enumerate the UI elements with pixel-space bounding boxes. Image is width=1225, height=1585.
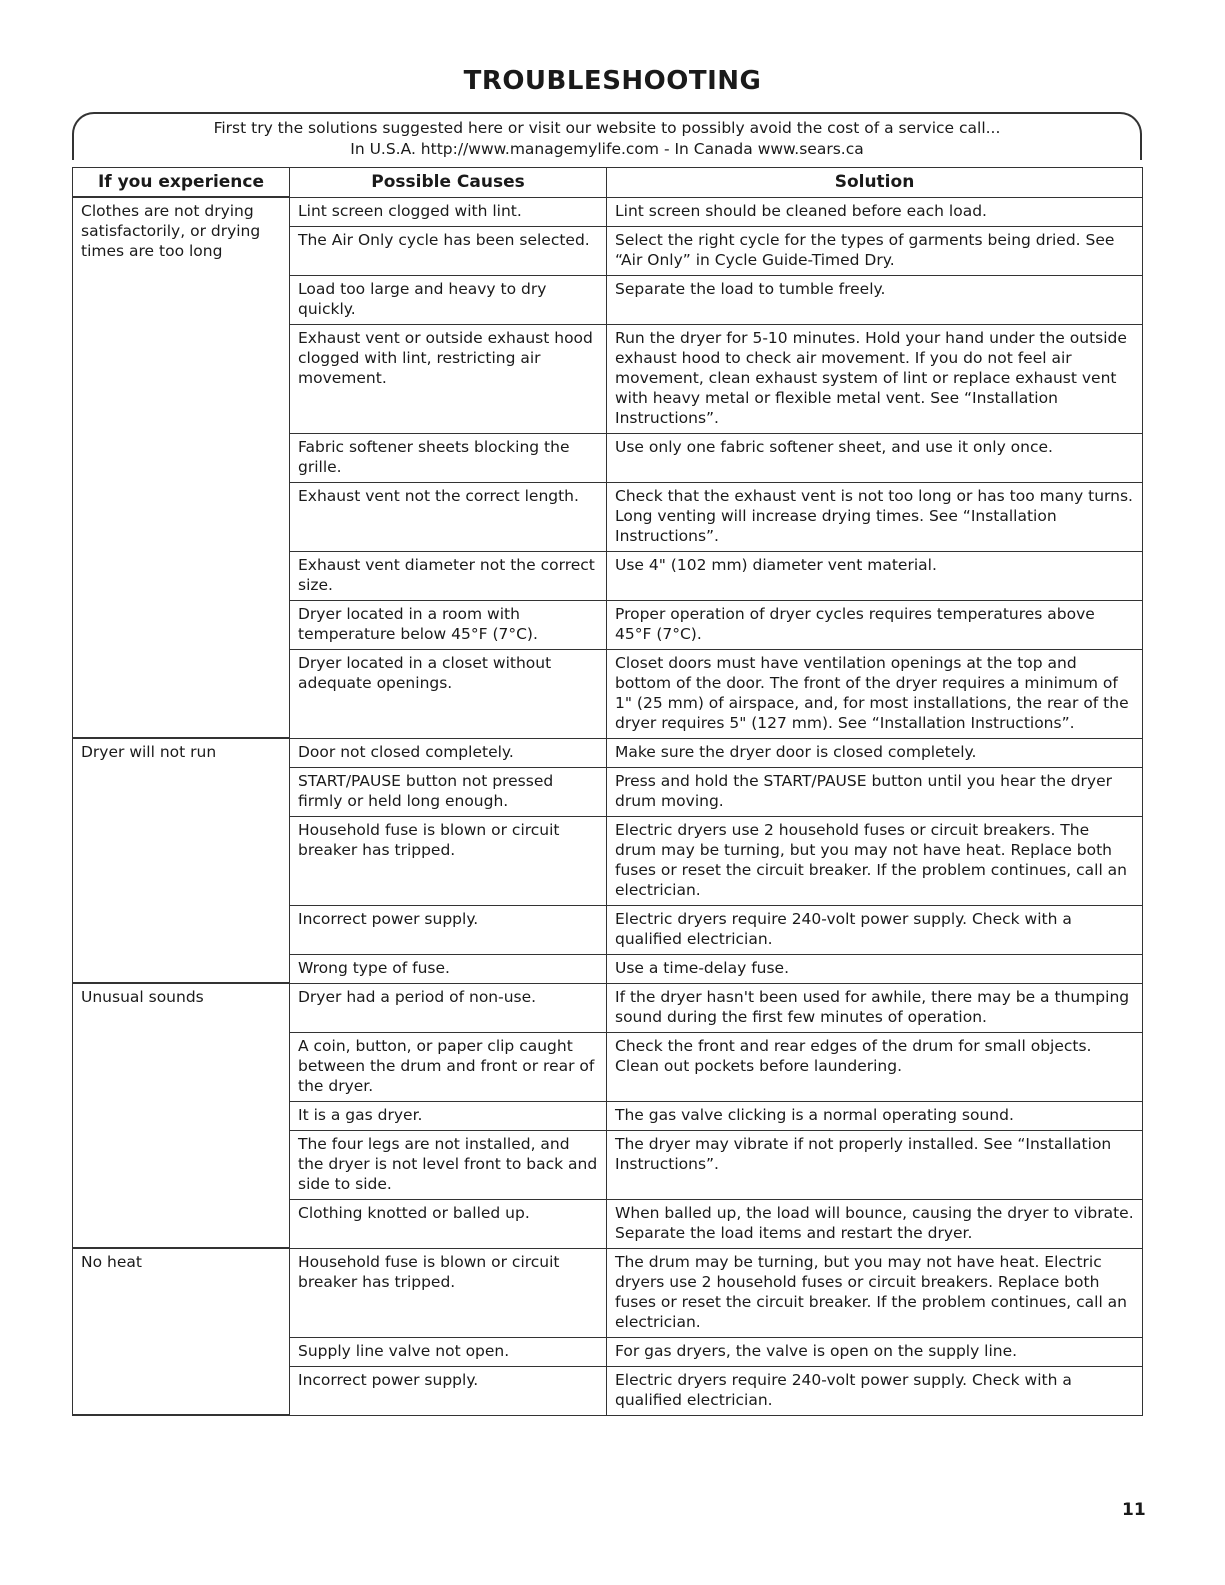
cause-cell: Dryer had a period of non-use. (290, 983, 607, 1032)
solution-cell: Press and hold the START/PAUSE button until you hear the dryer drum moving. (607, 767, 1143, 816)
cause-cell: Incorrect power supply. (290, 905, 607, 954)
solution-cell: Proper operation of dryer cycles requires temperatures above 45°F (7°C). (607, 600, 1143, 649)
header-solution: Solution (607, 168, 1143, 198)
cause-cell: Household fuse is blown or circuit breaker has tripped. (290, 1248, 607, 1337)
solution-cell: Check that the exhaust vent is not too long or has too many turns. Long venting will increase drying times. See “Installation Instructions”. (607, 482, 1143, 551)
cause-cell: Incorrect power supply. (290, 1366, 607, 1415)
solution-cell: Electric dryers use 2 household fuses or circuit breakers. The drum may be turning, but you may not have heat. Replace both fuses or reset the circuit breaker. If the problem continues, call an electrician. (607, 816, 1143, 905)
solution-cell: The drum may be turning, but you may not have heat. Electric dryers use 2 household fuses or circuit breakers. Replace both fuses or reset the circuit breaker. If the problem continues, call an electrician. (607, 1248, 1143, 1337)
cause-cell: Lint screen clogged with lint. (290, 197, 607, 226)
cause-cell: It is a gas dryer. (290, 1101, 607, 1130)
cause-cell: Load too large and heavy to dry quickly. (290, 275, 607, 324)
cause-cell: Wrong type of fuse. (290, 954, 607, 983)
cause-cell: A coin, button, or paper clip caught between the drum and front or rear of the dryer. (290, 1032, 607, 1101)
cause-cell: Exhaust vent diameter not the correct size. (290, 551, 607, 600)
cause-cell: The Air Only cycle has been selected. (290, 226, 607, 275)
cause-cell: Door not closed completely. (290, 738, 607, 767)
cause-cell: Exhaust vent not the correct length. (290, 482, 607, 551)
intro-box (72, 112, 1142, 160)
solution-cell: The dryer may vibrate if not properly installed. See “Installation Instructions”. (607, 1130, 1143, 1199)
solution-cell: Closet doors must have ventilation openings at the top and bottom of the door. The front of the dryer requires a minimum of 1" (25 mm) of airspace, and, for most installations, the rear of the dryer requires 5" (127 mm). See “Installation Instructions”. (607, 649, 1143, 738)
intro-line-1: First try the solutions suggested here or visit our website to possibly avoid the cost of a service call... (213, 119, 1001, 137)
cause-cell: Supply line valve not open. (290, 1337, 607, 1366)
table-body (73, 197, 1143, 1415)
solution-cell: Run the dryer for 5-10 minutes. Hold your hand under the outside exhaust hood to check air movement. If you do not feel air movement, clean exhaust system of lint or replace exhaust vent with heavy metal or flexible metal vent. See “Installation Instructions”. (607, 324, 1143, 433)
table-header-row (73, 168, 1143, 198)
solution-cell: Electric dryers require 240-volt power supply. Check with a qualified electrician. (607, 905, 1143, 954)
cause-cell: START/PAUSE button not pressed firmly or held long enough. (290, 767, 607, 816)
table-row (73, 197, 1143, 226)
solution-cell: Use 4" (102 mm) diameter vent material. (607, 551, 1143, 600)
cause-cell: Fabric softener sheets blocking the grille. (290, 433, 607, 482)
solution-cell: Separate the load to tumble freely. (607, 275, 1143, 324)
header-causes: Possible Causes (290, 168, 607, 198)
solution-cell: For gas dryers, the valve is open on the supply line. (607, 1337, 1143, 1366)
cause-cell: Dryer located in a closet without adequate openings. (290, 649, 607, 738)
symptom-cell: Unusual sounds (73, 983, 290, 1248)
cause-cell: Clothing knotted or balled up. (290, 1199, 607, 1248)
solution-cell: When balled up, the load will bounce, causing the dryer to vibrate. Separate the load items and restart the dryer. (607, 1199, 1143, 1248)
symptom-cell: Clothes are not drying satisfactorily, or drying times are too long (73, 197, 290, 738)
solution-cell: If the dryer hasn't been used for awhile, there may be a thumping sound during the first few minutes of operation. (607, 983, 1143, 1032)
symptom-cell: Dryer will not run (73, 738, 290, 983)
header-symptom: If you experience (73, 168, 290, 198)
cause-cell: Household fuse is blown or circuit breaker has tripped. (290, 816, 607, 905)
solution-cell: The gas valve clicking is a normal operating sound. (607, 1101, 1143, 1130)
page-title: TROUBLESHOOTING (463, 66, 762, 96)
solution-cell: Electric dryers require 240-volt power supply. Check with a qualified electrician. (607, 1366, 1143, 1415)
solution-cell: Check the front and rear edges of the drum for small objects. Clean out pockets before laundering. (607, 1032, 1143, 1101)
intro-line-2: In U.S.A. http://www.managemylife.com - In Canada www.sears.ca (350, 140, 864, 158)
solution-cell: Lint screen should be cleaned before each load. (607, 197, 1143, 226)
solution-cell: Make sure the dryer door is closed completely. (607, 738, 1143, 767)
solution-cell: Use only one fabric softener sheet, and use it only once. (607, 433, 1143, 482)
solution-cell: Use a time-delay fuse. (607, 954, 1143, 983)
troubleshooting-table (72, 167, 1143, 1416)
table-row (73, 1248, 1143, 1337)
cause-cell: The four legs are not installed, and the dryer is not level front to back and side to side. (290, 1130, 607, 1199)
cause-cell: Dryer located in a room with temperature below 45°F (7°C). (290, 600, 607, 649)
page-number: 11 (1122, 1500, 1146, 1520)
cause-cell: Exhaust vent or outside exhaust hood clogged with lint, restricting air movement. (290, 324, 607, 433)
solution-cell: Select the right cycle for the types of garments being dried. See “Air Only” in Cycle Guide-Timed Dry. (607, 226, 1143, 275)
symptom-cell: No heat (73, 1248, 290, 1415)
table-row (73, 983, 1143, 1032)
table-row (73, 738, 1143, 767)
